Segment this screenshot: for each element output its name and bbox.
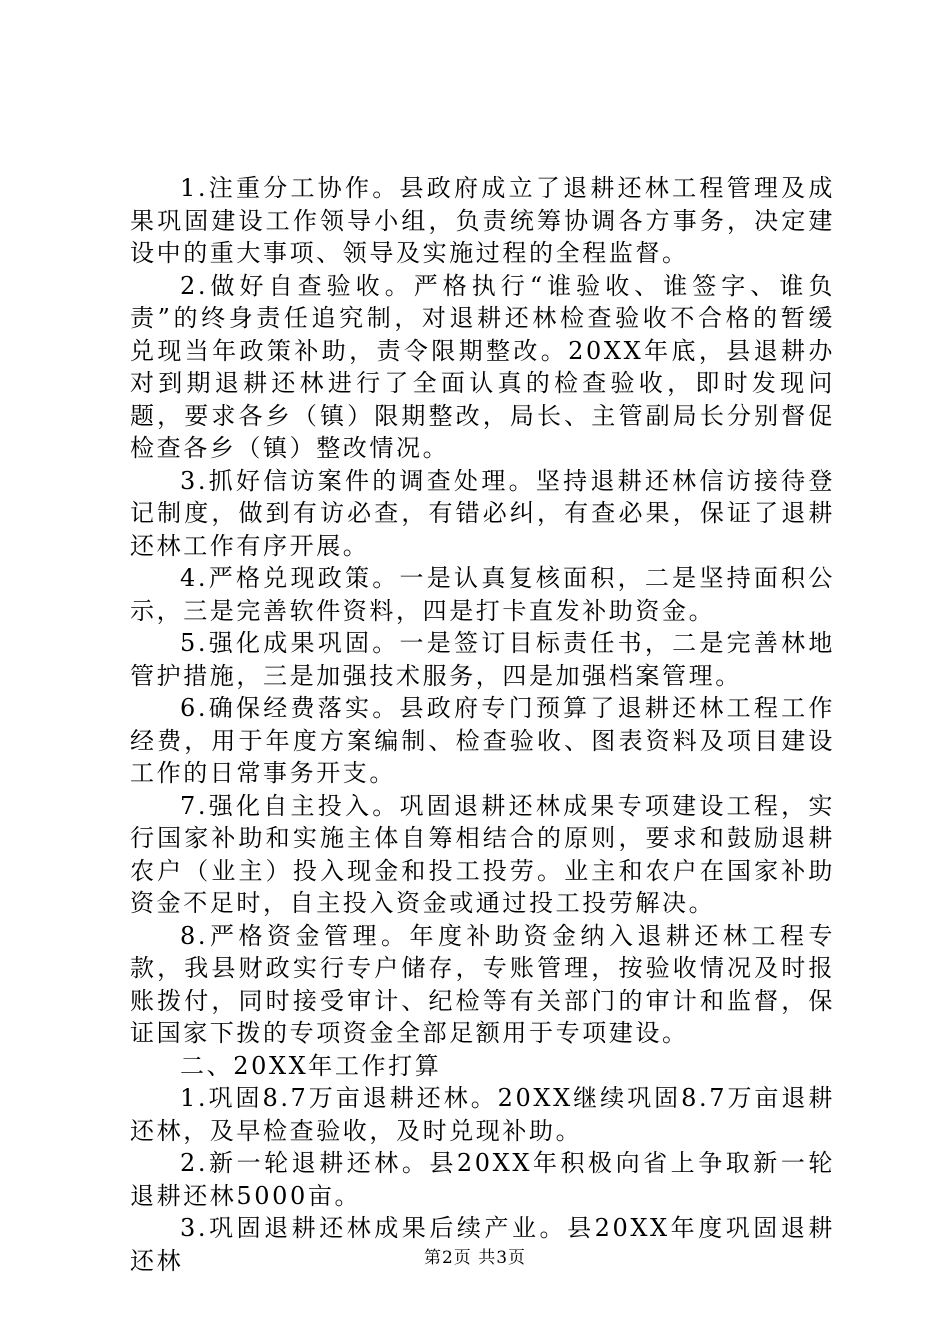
paragraph: 2.做好自查验收。严格执行“谁验收、谁签字、谁负责”的终身责任追究制，对退耕还林检查验收不合格的暂缓兑现当年政策补助，责令限期整改。20XX年底，县退耕办对到期退耕还林进行了全面认真的检查验收，即时发现问题，要求各乡（镇）限期整改，局长、主管副局长分别督促检查各乡（镇）整改情况。 [130,271,835,462]
paragraph: 1.注重分工协作。县政府成立了退耕还林工程管理及成果巩固建设工作领导小组，负责统筹协调各方事务，决定建设中的重大事项、领导及实施过程的全程监督。 [130,174,835,267]
paragraph: 3.巩固退耕还林成果后续产业。县20XX年度巩固退耕还林 [130,1214,835,1275]
paragraph: 4.严格兑现政策。一是认真复核面积，二是坚持面积公示，三是完善软件资料，四是打卡直发补助资金。 [130,564,835,625]
page-number-footer: 第2页 共3页 [423,1248,527,1268]
document-body [130,172,835,1277]
paragraph: 5.强化成果巩固。一是签订目标责任书，二是完善林地管护措施，三是加强技术服务，四是加强档案管理。 [130,629,835,690]
section-heading: 二、20XX年工作打算 [180,1051,442,1080]
paragraph: 1.巩固8.7万亩退耕还林。20XX继续巩固8.7万亩退耕还林，及早检查验收，及时兑现补助。 [130,1084,835,1145]
paragraph: 6.确保经费落实。县政府专门预算了退耕还林工程工作经费，用于年度方案编制、检查验收、图表资料及项目建设工作的日常事务开支。 [130,694,835,787]
paragraph: 3.抓好信访案件的调查处理。坚持退耕还林信访接待登记制度，做到有访必查，有错必纠，有查必果，保证了退耕还林工作有序开展。 [130,466,835,560]
paragraph: 7.强化自主投入。巩固退耕还林成果专项建设工程，实行国家补助和实施主体自筹相结合的原则，要求和鼓励退耕农户（业主）投入现金和投工投劳。业主和农户在国家补助资金不足时，自主投入资金或通过投工投劳解决。 [130,791,835,917]
paragraph: 8.严格资金管理。年度补助资金纳入退耕还林工程专款，我县财政实行专户储存，专账管理，按验收情况及时报账拨付，同时接受审计、纪检等有关部门的审计和监督，保证国家下拨的专项资金全部足额用于专项建设。 [130,921,835,1047]
paragraph: 2.新一轮退耕还林。县20XX年积极向省上争取新一轮退耕还林5000亩。 [130,1149,835,1210]
